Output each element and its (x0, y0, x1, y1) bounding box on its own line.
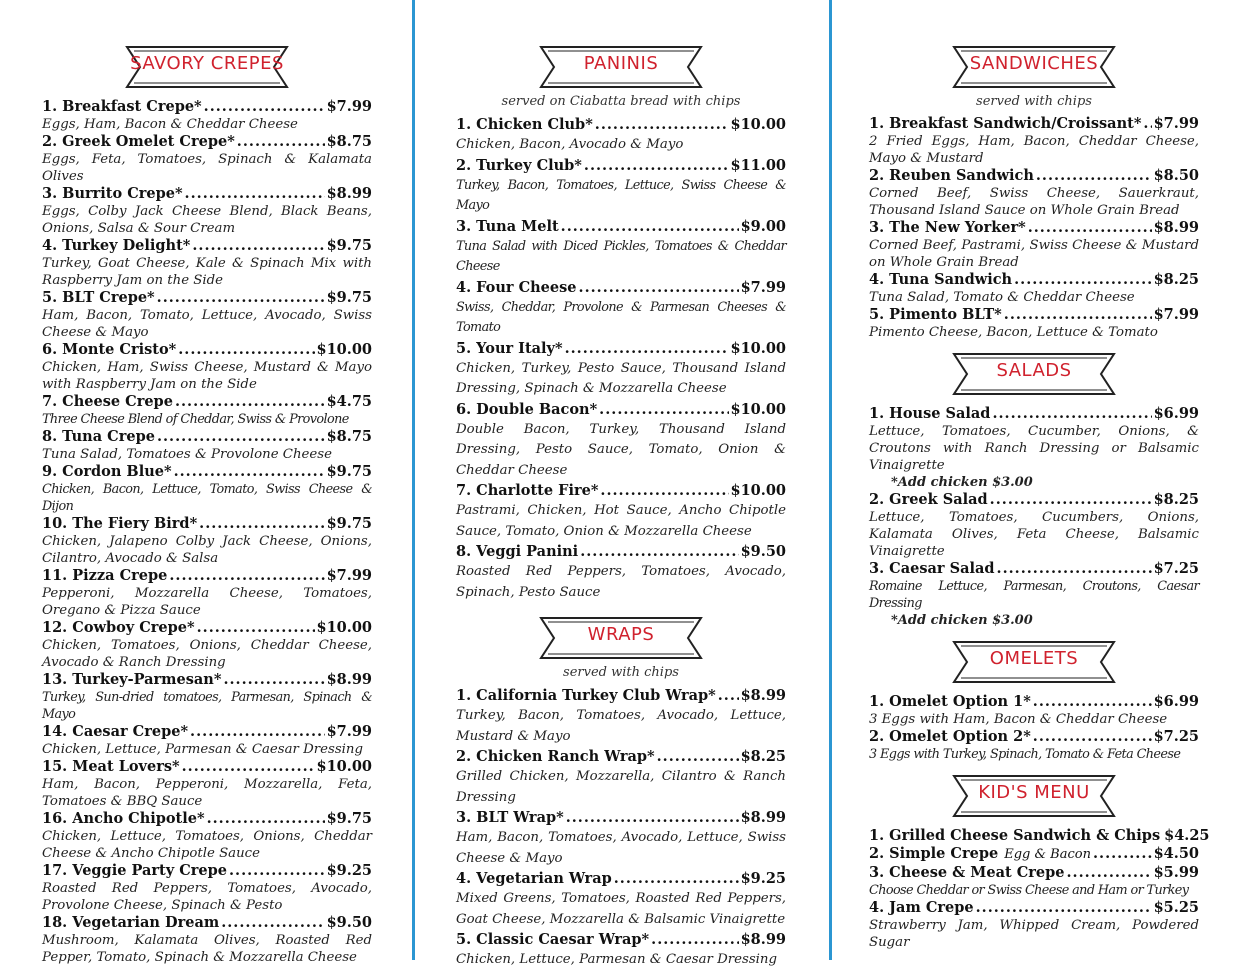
menu-item-price: $9.50 (740, 543, 786, 560)
menu-item-price: $10.00 (730, 339, 786, 357)
menu-item-name: 1. Breakfast Sandwich/Croissant* (869, 115, 1142, 132)
menu-item (42, 567, 372, 619)
menu-item-description: Chicken, Lettuce, Parmesan & Caesar Dressing (42, 742, 363, 757)
column-middle (456, 0, 786, 971)
menu-item-description: Choose Cheddar or Swiss Cheese and Ham or Turkey (869, 883, 1189, 898)
menu-item-line (42, 723, 372, 741)
menu-item (42, 914, 372, 966)
menu-item-line (869, 864, 1199, 882)
menu-item-name: 3. Burrito Crepe* (42, 185, 183, 202)
menu-item (42, 289, 372, 341)
dot-leader (1093, 845, 1152, 863)
dot-leader (185, 185, 325, 203)
menu-item-name: 14. Caesar Crepe* (42, 723, 189, 740)
menu-item (456, 808, 786, 869)
menu-item-name: 2. Greek Salad (869, 491, 988, 508)
menu-item (42, 723, 372, 758)
menu-item-description: Roasted Red Peppers, Tomatoes, Avocado, Spinach, Pesto Sauce (456, 564, 786, 600)
dot-leader (169, 567, 324, 585)
menu-item-line (456, 156, 786, 176)
menu-item-name: 6. Double Bacon* (456, 400, 598, 418)
menu-item-name: 6. Monte Cristo* (42, 341, 177, 358)
menu-item-line (42, 758, 372, 776)
menu-item (869, 728, 1199, 763)
menu-item (42, 758, 372, 810)
menu-item-name: 4. Vegetarian Wrap (456, 870, 612, 887)
section-title-kids-menu: KID'S MENU (978, 782, 1090, 803)
section-title-wraps: WRAPS (587, 624, 655, 645)
menu-item (869, 560, 1199, 629)
menu-item-description: Ham, Bacon, Tomato, Lettuce, Avocado, Swiss Cheese & Mayo (42, 308, 372, 340)
menu-item-line (869, 271, 1199, 289)
salads-banner (951, 351, 1117, 397)
dot-leader (1066, 864, 1151, 882)
menu-item-price: $8.99 (1153, 219, 1199, 236)
menu-item (456, 747, 786, 808)
dot-leader (157, 428, 325, 446)
menu-item (869, 491, 1199, 560)
dot-leader (174, 463, 325, 481)
menu-item-line (869, 728, 1199, 746)
menu-item-price: $8.99 (740, 809, 786, 826)
menu-item-line (42, 810, 372, 828)
dot-leader (229, 862, 325, 880)
dot-leader (192, 237, 324, 255)
paninis-banner (538, 44, 704, 90)
menu-item-price: $9.75 (326, 810, 372, 827)
menu-item-line (456, 808, 786, 828)
dot-leader (223, 671, 324, 689)
menu-item-name: 3. The New Yorker* (869, 219, 1026, 236)
menu-item-name: 3. Cheese & Meat Crepe (869, 864, 1065, 881)
menu-item (42, 428, 372, 463)
menu-item-price: $10.00 (730, 400, 786, 418)
menu-item-line (456, 542, 786, 562)
menu-item-line (42, 463, 372, 481)
dot-leader (561, 217, 739, 237)
menu-item-price: $8.75 (326, 428, 372, 445)
dot-leader (992, 405, 1151, 423)
menu-item-price: $8.75 (326, 133, 372, 150)
menu-item-name: 10. The Fiery Bird* (42, 515, 198, 532)
menu-item-name: 1. Breakfast Crepe* (42, 98, 202, 115)
menu-item-line (456, 930, 786, 950)
menu-item-line (42, 341, 372, 359)
dot-leader (565, 339, 729, 359)
menu-item-description: Tuna Salad, Tomatoes & Provolone Cheese (42, 447, 332, 462)
menu-item-line (869, 115, 1199, 133)
dot-leader (595, 115, 729, 135)
menu-item-line (42, 619, 372, 637)
menu-item-description: Eggs, Colby Jack Cheese Blend, Black Beans, Onions, Salsa & Sour Cream (42, 204, 372, 236)
salads-list (869, 405, 1199, 629)
menu-item-price: $10.00 (316, 341, 372, 358)
menu-item-price: $9.25 (740, 870, 786, 887)
menu-item-price: $7.99 (326, 567, 372, 584)
menu-item-price: $8.99 (326, 671, 372, 688)
menu-item (42, 862, 372, 914)
menu-item-price: $4.75 (326, 393, 372, 410)
menu-item-price: $9.25 (326, 862, 372, 879)
menu-item-line (456, 686, 786, 706)
menu-item-line (42, 133, 372, 151)
menu-item-description: Lettuce, Tomatoes, Cucumbers, Onions, Kalamata Olives, Feta Cheese, Balsamic Vinaigrette (869, 510, 1199, 559)
menu-item-line (42, 914, 372, 932)
sandwiches-list (869, 115, 1199, 341)
dot-leader (1033, 693, 1152, 711)
dot-leader (237, 133, 325, 151)
menu-item-price: $8.99 (326, 185, 372, 202)
dot-leader (175, 393, 325, 411)
menu-item-description: Mixed Greens, Tomatoes, Roasted Red Peppers, Goat Cheese, Mozzarella & Balsamic Vinaigrette (456, 891, 786, 927)
menu-item-description: Chicken, Bacon, Avocado & Mayo (456, 137, 684, 152)
menu-item (42, 237, 372, 289)
menu-item-description: Tuna Salad, Tomato & Cheddar Cheese (869, 290, 1135, 305)
dot-leader (190, 723, 325, 741)
menu-item-name: 3. Tuna Melt (456, 217, 559, 235)
menu-item-line (869, 693, 1199, 711)
menu-item (42, 619, 372, 671)
omelets-list (869, 693, 1199, 763)
menu-item-name: 17. Veggie Party Crepe (42, 862, 227, 879)
menu-item-description: Pimento Cheese, Bacon, Lettuce & Tomato (869, 325, 1158, 340)
menu-item-price: $9.75 (326, 463, 372, 480)
section-title-omelets: OMELETS (989, 648, 1079, 669)
dot-leader (221, 914, 324, 932)
menu-item (456, 686, 786, 747)
menu-item-description: Mushroom, Kalamata Olives, Roasted Red Pepper, Tomato, Spinach & Mozzarella Cheese (42, 933, 372, 965)
dot-leader (580, 542, 738, 562)
menu-item-line (869, 167, 1199, 185)
dot-leader (1033, 728, 1152, 746)
menu-item-price: $5.25 (1153, 899, 1199, 916)
menu-item-name: 2. Reuben Sandwich (869, 167, 1034, 184)
menu-item (869, 115, 1199, 167)
dot-leader (600, 481, 728, 501)
menu-item-description: Strawberry Jam, Whipped Cream, Powdered Sugar (869, 918, 1199, 950)
menu-item-name: 3. Caesar Salad (869, 560, 995, 577)
menu-item-note: Egg & Bacon (1004, 847, 1091, 862)
menu-item-price: $10.00 (730, 116, 786, 133)
dot-leader (1028, 219, 1152, 237)
menu-item-name: 5. BLT Crepe* (42, 289, 155, 306)
menu-item (456, 930, 786, 971)
menu-item (456, 156, 786, 217)
menu-item-price: $7.25 (1153, 728, 1199, 745)
menu-item (456, 115, 786, 156)
menu-item-price: $11.00 (730, 156, 786, 174)
menu-item (42, 133, 372, 185)
menu-item-price: $8.25 (1153, 491, 1199, 508)
menu-item-line (869, 491, 1199, 509)
menu-item-description: Chicken, Ham, Swiss Cheese, Mustard & Mayo with Raspberry Jam on the Side (42, 360, 372, 392)
menu-item-description: Swiss, Cheddar, Provolone & Parmesan Cheeses & Tomato (456, 299, 786, 335)
savory-crepes-list (42, 98, 372, 966)
menu-item-price: $4.25 (1164, 827, 1210, 844)
menu-item-description: Pepperoni, Mozzarella Cheese, Tomatoes, Oregano & Pizza Sauce (42, 586, 372, 618)
menu-item-price: $9.50 (326, 914, 372, 931)
dot-leader (657, 747, 739, 767)
column-divider-left (412, 0, 415, 960)
menu-item (42, 393, 372, 428)
menu-item-line (456, 481, 786, 501)
menu-item-line (42, 289, 372, 307)
menu-item-description: Turkey, Bacon, Tomatoes, Avocado, Lettuce, Mustard & Mayo (456, 708, 786, 744)
menu-item-price: $10.00 (730, 482, 786, 499)
menu-item-description: Chicken, Tomatoes, Onions, Cheddar Cheese, Avocado & Ranch Dressing (42, 638, 372, 670)
menu-item-line (869, 845, 1199, 864)
dot-leader (651, 930, 738, 950)
menu-item-description: Turkey, Sun-dried tomatoes, Parmesan, Spinach & Mayo (42, 690, 372, 722)
menu-item (456, 400, 786, 482)
menu-item-description: 3 Eggs with Ham, Bacon & Cheddar Cheese (869, 712, 1168, 727)
menu-item-description: Turkey, Goat Cheese, Kale & Spinach Mix with Raspberry Jam on the Side (42, 256, 372, 288)
menu-item-price: $9.00 (740, 217, 786, 235)
menu-item (42, 671, 372, 723)
menu-item-price: $5.99 (1153, 864, 1199, 881)
menu-item-line (869, 219, 1199, 237)
menu-item-price: $7.25 (1153, 560, 1199, 577)
menu-item-line (42, 98, 372, 116)
menu-item-description: Tuna Salad with Diced Pickles, Tomatoes & Cheddar Cheese (456, 238, 786, 274)
dot-leader (579, 278, 739, 298)
menu-item-line (456, 278, 786, 298)
menu-item-line (456, 115, 786, 135)
menu-item-description: Lettuce, Tomatoes, Cucumber, Onions, & Croutons with Ranch Dressing or Balsamic Vinaigrette (869, 424, 1199, 473)
menu-item-line (456, 747, 786, 767)
menu-item-name: 8. Tuna Crepe (42, 428, 155, 445)
menu-item-name: 15. Meat Lovers* (42, 758, 180, 775)
sandwiches-banner (951, 44, 1117, 90)
menu-item-price: $7.99 (326, 98, 372, 115)
dot-leader (718, 686, 739, 706)
menu-item-name: 8. Veggi Panini (456, 543, 579, 560)
menu-item-name: 1. Chicken Club* (456, 116, 593, 133)
menu-item-name: 9. Cordon Blue* (42, 463, 172, 480)
menu-item-description: Three Cheese Blend of Cheddar, Swiss & Provolone (42, 412, 349, 427)
kids-menu-list (869, 827, 1210, 951)
dot-leader (614, 869, 739, 889)
menu-item-line (42, 862, 372, 880)
menu-item-price: $9.75 (326, 289, 372, 306)
sandwiches-subtitle: served with chips (976, 94, 1092, 109)
dot-leader (199, 515, 324, 533)
menu-item-description: Roasted Red Peppers, Tomatoes, Avocado, Provolone Cheese, Spinach & Pesto (42, 881, 372, 913)
dot-leader (157, 289, 325, 307)
menu-item-description: Eggs, Feta, Tomatoes, Spinach & Kalamata Olives (42, 152, 372, 184)
dot-leader (178, 341, 314, 359)
menu-item-line (42, 237, 372, 255)
menu-item-price: $8.99 (740, 931, 786, 948)
menu-item-line (42, 393, 372, 411)
menu-item-name: 2. Omelet Option 2* (869, 728, 1031, 745)
menu-item (456, 542, 786, 603)
menu-item (42, 463, 372, 515)
menu-item-price: $9.75 (326, 237, 372, 254)
menu-item (869, 167, 1199, 219)
menu-item-name: 1. Omelet Option 1* (869, 693, 1031, 710)
menu-item-description: Eggs, Ham, Bacon & Cheddar Cheese (42, 117, 298, 132)
menu-item-name: 16. Ancho Chipotle* (42, 810, 205, 827)
menu-item-name: 2. Greek Omelet Crepe* (42, 133, 235, 150)
menu-item-line (869, 899, 1199, 917)
paninis-subtitle: served on Ciabatta bread with chips (501, 94, 741, 109)
menu-item-price: $8.25 (1153, 271, 1199, 288)
menu-item (456, 278, 786, 339)
menu-item-description: Chicken, Lettuce, Parmesan & Caesar Dressing (456, 952, 777, 967)
menu-item-description: Romaine Lettuce, Parmesan, Croutons, Caesar Dressing (869, 579, 1199, 611)
dot-leader (976, 899, 1152, 917)
menu-item (456, 217, 786, 278)
dot-leader (197, 619, 315, 637)
menu-item-line (869, 306, 1199, 324)
dot-leader (1004, 306, 1152, 324)
menu-item-description: Ham, Bacon, Pepperoni, Mozzarella, Feta, Tomatoes & BBQ Sauce (42, 777, 372, 809)
dot-leader (997, 560, 1152, 578)
menu-item-name: 2. Chicken Ranch Wrap* (456, 748, 655, 765)
menu-item-name: 11. Pizza Crepe (42, 567, 168, 584)
dot-leader (207, 810, 325, 828)
dot-leader (566, 808, 739, 828)
section-title-paninis: PANINIS (583, 53, 659, 74)
menu-item (869, 219, 1199, 271)
dot-leader (599, 400, 728, 420)
dot-leader (990, 491, 1152, 509)
menu-item (869, 306, 1199, 341)
menu-item-line (456, 400, 786, 420)
menu-item-addon: *Add chicken $3.00 (891, 475, 1033, 490)
menu-item-price: $8.50 (1153, 167, 1199, 184)
menu-item-name: 13. Turkey-Parmesan* (42, 671, 222, 688)
menu-item-name: 7. Charlotte Fire* (456, 482, 599, 499)
column-divider-right (829, 0, 832, 960)
dot-leader (1143, 115, 1151, 133)
menu-item-price: $9.75 (326, 515, 372, 532)
menu-item-line (869, 405, 1199, 423)
menu-item-name: 1. California Turkey Club Wrap* (456, 687, 716, 704)
section-title-salads: SALADS (996, 360, 1072, 381)
menu-item (869, 271, 1199, 306)
menu-item-description: Corned Beef, Swiss Cheese, Sauerkraut, Thousand Island Sauce on Whole Grain Bread (869, 186, 1199, 218)
menu-item-line (42, 515, 372, 533)
menu-item (42, 98, 372, 133)
menu-item-description: Corned Beef, Pastrami, Swiss Cheese & Mustard on Whole Grain Bread (869, 238, 1199, 270)
column-right (869, 0, 1210, 951)
menu-item (869, 899, 1199, 951)
menu-item-description: Grilled Chicken, Mozzarella, Cilantro & Ranch Dressing (456, 769, 786, 805)
menu-item (869, 845, 1199, 864)
dot-leader (584, 156, 729, 176)
menu-item (42, 810, 372, 862)
wraps-subtitle: served with chips (563, 665, 679, 680)
menu-item-description: Double Bacon, Turkey, Thousand Island Dressing, Pesto Sauce, Tomato, Onion & Cheddar Cheese (456, 421, 786, 478)
dot-leader (182, 758, 315, 776)
menu-item-price: $4.50 (1153, 845, 1199, 862)
menu-item (869, 693, 1199, 728)
menu-item-line (42, 428, 372, 446)
menu-item-price: $7.99 (740, 278, 786, 296)
menu-item-name: 5. Classic Caesar Wrap* (456, 931, 650, 948)
menu-item-name: 4. Turkey Delight* (42, 237, 191, 254)
menu-item (456, 339, 786, 400)
menu-item-line (869, 560, 1199, 578)
menu-item (456, 869, 786, 930)
menu-item-description: Ham, Bacon, Tomatoes, Avocado, Lettuce, Swiss Cheese & Mayo (456, 830, 786, 866)
menu-item-line (456, 217, 786, 237)
menu-item-price: $10.00 (316, 619, 372, 636)
menu-item (42, 185, 372, 237)
menu-item-line (456, 869, 786, 889)
menu-item (456, 481, 786, 542)
menu-item-name: 4. Four Cheese (456, 278, 577, 296)
menu-item-name: 3. BLT Wrap* (456, 809, 564, 826)
menu-item-name: 18. Vegetarian Dream (42, 914, 220, 931)
savory-crepes-banner (124, 44, 290, 90)
menu-item-addon: *Add chicken $3.00 (891, 613, 1033, 628)
dot-leader (204, 98, 325, 116)
menu-item-line (869, 827, 1210, 845)
menu-item-price: $7.99 (1153, 306, 1199, 323)
menu-item-name: 1. Grilled Cheese Sandwich & Chips (869, 827, 1161, 844)
column-left (42, 0, 372, 966)
menu-item-price: $8.25 (740, 748, 786, 765)
menu-item-name: 1. House Salad (869, 405, 991, 422)
menu-item-description: Chicken, Jalapeno Colby Jack Cheese, Onions, Cilantro, Avocado & Salsa (42, 534, 372, 566)
menu-item-line (42, 185, 372, 203)
wraps-banner (538, 615, 704, 661)
menu-item-description: Turkey, Bacon, Tomatoes, Lettuce, Swiss Cheese & Mayo (456, 177, 786, 213)
dot-leader (1014, 271, 1152, 289)
menu-item-price: $10.00 (316, 758, 372, 775)
menu-item-description: Chicken, Lettuce, Tomatoes, Onions, Cheddar Cheese & Ancho Chipotle Sauce (42, 829, 372, 861)
dot-leader (1036, 167, 1152, 185)
paninis-list (456, 115, 786, 603)
menu-item-price: $6.99 (1153, 405, 1199, 422)
menu-item-name: 4. Tuna Sandwich (869, 271, 1013, 288)
menu-item-price: $6.99 (1153, 693, 1199, 710)
menu-item-name: 2. Simple Crepe (869, 845, 999, 862)
menu-item (869, 827, 1210, 845)
menu-item-price: $7.99 (1153, 115, 1199, 132)
menu-item-name: 7. Cheese Crepe (42, 393, 173, 410)
menu-item-description: 3 Eggs with Turkey, Spinach, Tomato & Feta Cheese (869, 747, 1181, 762)
section-title-savory-crepes: SAVORY CREPES (130, 53, 284, 74)
menu-item-description: Chicken, Bacon, Lettuce, Tomato, Swiss Cheese & Dijon (42, 482, 372, 514)
wraps-list (456, 686, 786, 971)
menu-item-price: $7.99 (326, 723, 372, 740)
menu-item-line (42, 567, 372, 585)
menu-item-line (456, 339, 786, 359)
omelets-banner (951, 639, 1117, 685)
menu-item-name: 5. Your Italy* (456, 339, 563, 357)
menu-item (42, 515, 372, 567)
menu-item-name: 5. Pimento BLT* (869, 306, 1002, 323)
menu-item-description: 2 Fried Eggs, Ham, Bacon, Cheddar Cheese, Mayo & Mustard (869, 134, 1199, 166)
menu-item (869, 864, 1199, 899)
menu-item-description: Chicken, Turkey, Pesto Sauce, Thousand Island Dressing, Spinach & Mozzarella Cheese (456, 360, 786, 396)
menu-item (42, 341, 372, 393)
menu-item-price: $8.99 (740, 687, 786, 704)
menu-item-line (42, 671, 372, 689)
menu-item (869, 405, 1199, 491)
section-title-sandwiches: SANDWICHES (969, 53, 1099, 74)
kids-menu-banner (951, 773, 1117, 819)
menu-item-name: 4. Jam Crepe (869, 899, 974, 916)
menu-item-name: 2. Turkey Club* (456, 156, 582, 174)
menu-item-description: Pastrami, Chicken, Hot Sauce, Ancho Chipotle Sauce, Tomato, Onion & Mozzarella Cheese (456, 503, 786, 539)
menu-item-name: 12. Cowboy Crepe* (42, 619, 195, 636)
